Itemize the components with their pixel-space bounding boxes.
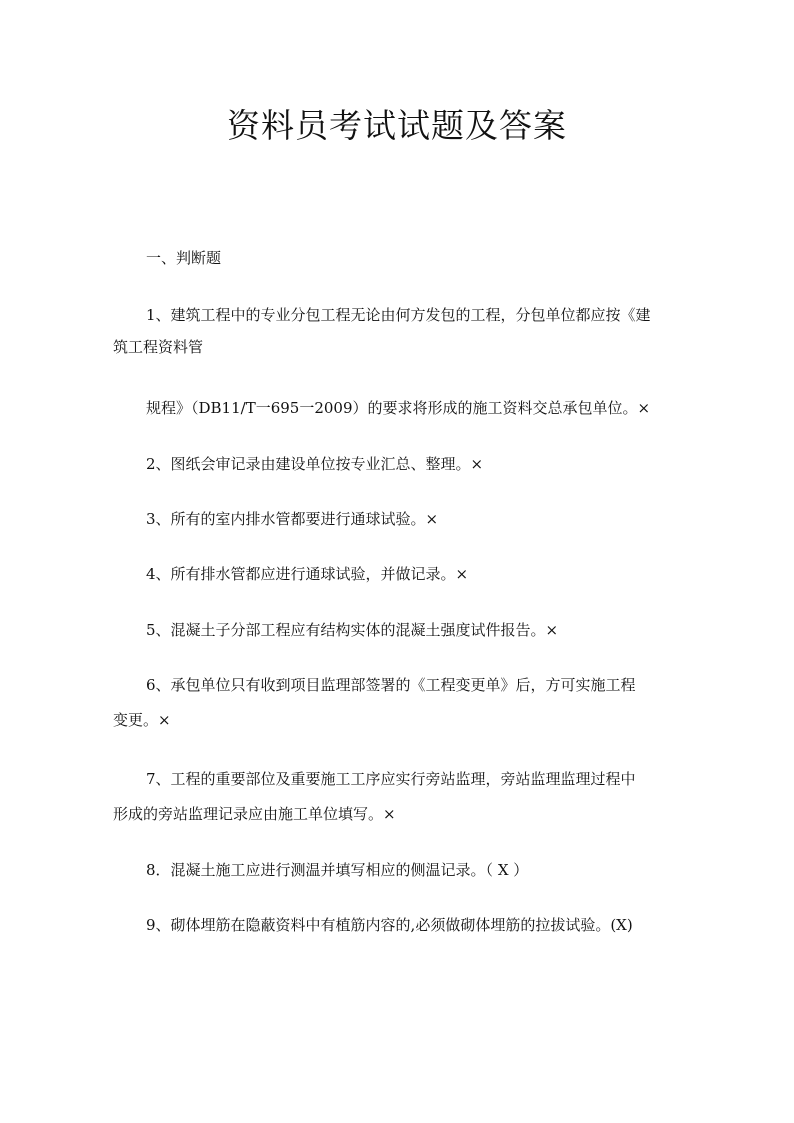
question-6-line-1: 6、承包单位只有收到项目监理部签署的《工程变更单》后，方可实施工程 [146,676,636,694]
question-2: 2、图纸会审记录由建设单位按专业汇总、整理。× [146,455,484,473]
question-7-line-1: 7、工程的重要部位及重要施工工序应实行旁站监理，旁站监理监理过程中 [146,770,636,788]
question-3: 3、所有的室内排水管都要进行通球试验。× [146,510,439,528]
question-9: 9、砌体埋筋在隐蔽资料中有植筋内容的,必须做砌体埋筋的拉拔试验。(X) [146,916,633,934]
question-8: 8．混凝土施工应进行测温并填写相应的侧温记录。（ X ） [146,861,529,879]
question-7-line-2: 形成的旁站监理记录应由施工单位填写。× [113,805,396,823]
question-6-line-2: 变更。× [113,711,171,729]
question-1-line-2: 筑工程资料管 [113,338,204,356]
document-title: 资料员考试试题及答案 [227,106,567,145]
question-4: 4、所有排水管都应进行通球试验，并做记录。× [146,565,469,583]
section-heading: 一、判断题 [146,249,222,267]
question-1-continuation: 规程》（DB11/T一695一2009）的要求将形成的施工资料交总承包单位。× [146,399,651,417]
question-5: 5、混凝土子分部工程应有结构实体的混凝土强度试件报告。× [146,621,559,639]
question-1-line-1: 1、建筑工程中的专业分包工程无论由何方发包的工程，分包单位都应按《建 [146,306,651,324]
